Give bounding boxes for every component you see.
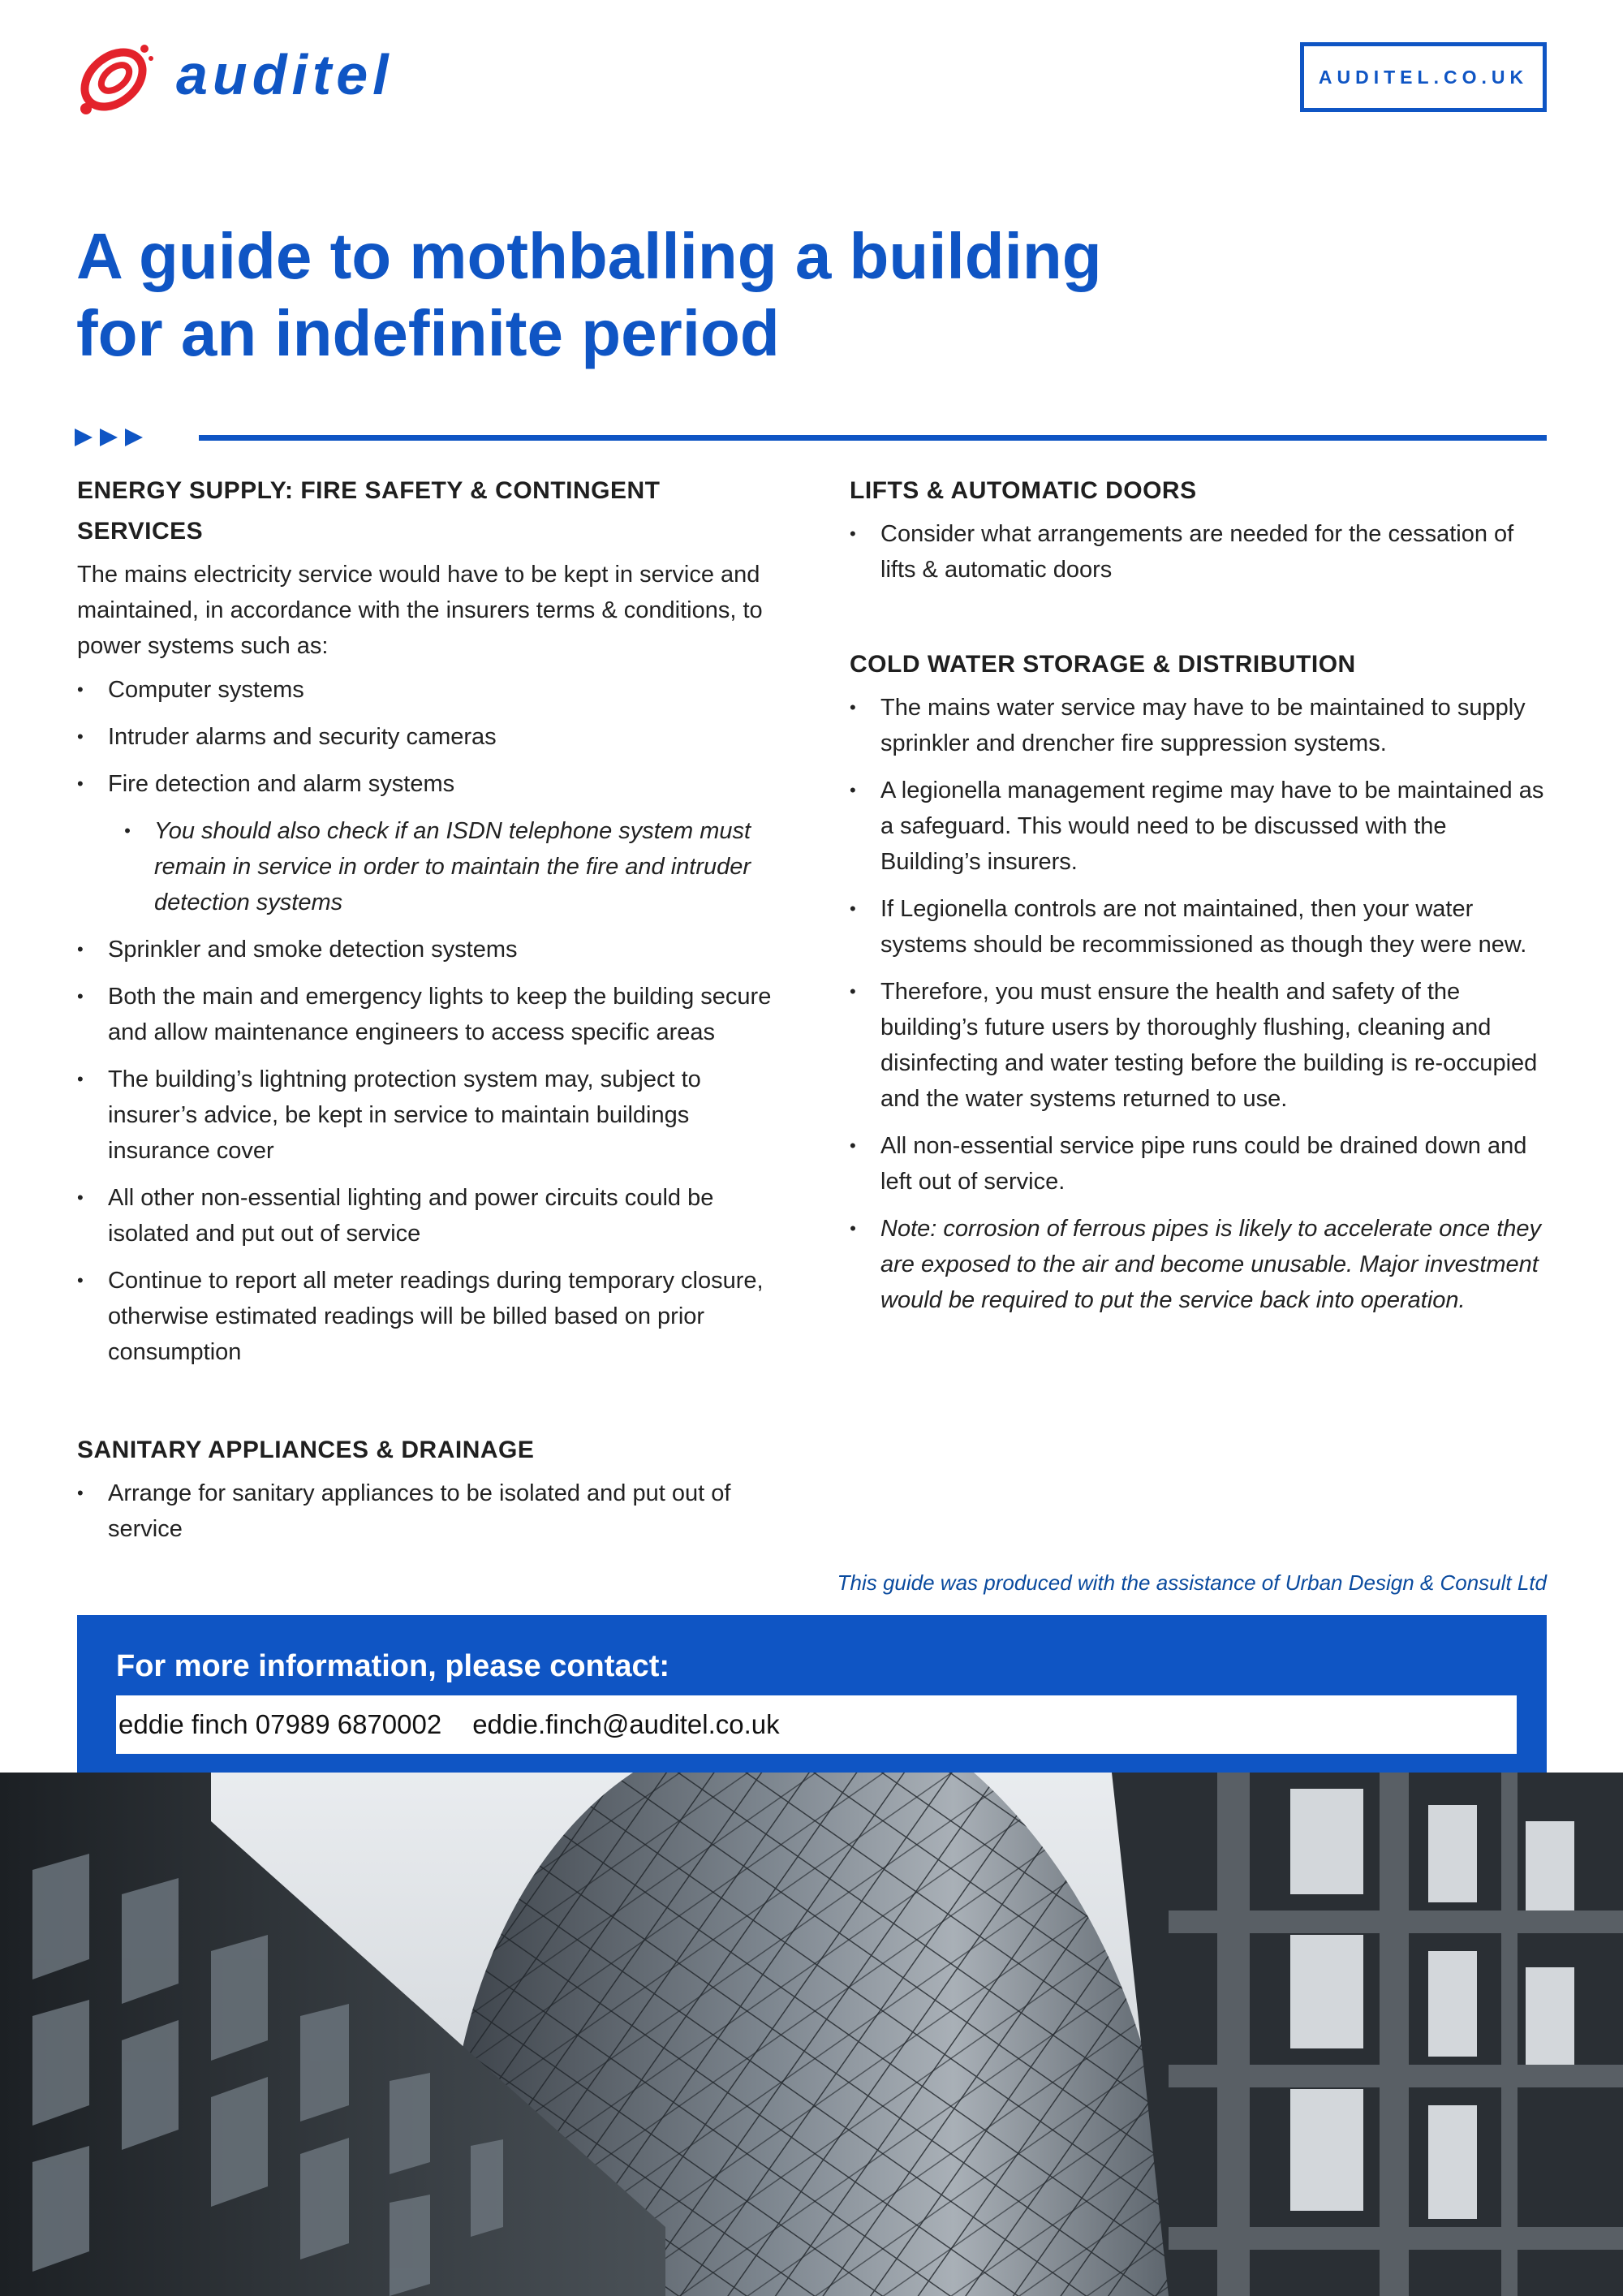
- list-item: • Arrange for sanitary appliances to be isolated and put out of service: [77, 1475, 775, 1547]
- sanitary-list: [77, 1475, 775, 1547]
- page-title: [76, 218, 1212, 372]
- list-item: • Continue to report all meter readings during temporary closure, otherwise estimated readings will be billed based on prior consumption: [77, 1263, 775, 1370]
- website-link[interactable]: AUDITEL.CO.UK: [1300, 42, 1547, 112]
- auditel-swirl-logo-icon: [75, 39, 156, 117]
- city-buildings-image: [0, 1773, 1623, 2296]
- buildings-photo: [0, 1773, 1623, 2296]
- water-section: [850, 644, 1548, 1318]
- list-item: • Intruder alarms and security cameras: [77, 719, 775, 755]
- list-item: • All other non-essential lighting and power circuits could be isolated and put out of service: [77, 1180, 775, 1251]
- triple-arrow-icon: [75, 427, 144, 448]
- lifts-section: [850, 471, 1548, 588]
- list-item: • All non-essential service pipe runs could be drained down and left out of service.: [850, 1128, 1548, 1200]
- title-line-1: A guide to mothballing a building: [76, 220, 1102, 292]
- contact-field[interactable]: [116, 1695, 1517, 1754]
- credit-line: This guide was produced with the assistance of Urban Design & Consult Ltd: [837, 1570, 1547, 1595]
- section-heading-lifts: LIFTS & AUTOMATIC DOORS: [850, 477, 1197, 504]
- list-item: • Fire detection and alarm systems: [77, 766, 775, 802]
- list-item: • If Legionella controls are not maintained, then your water systems should be recommissioned as though they were new.: [850, 891, 1548, 963]
- energy-list: [77, 672, 775, 1370]
- section-heading-sanitary: SANITARY APPLIANCES & DRAINAGE: [77, 1437, 535, 1463]
- contact-title: For more information, please contact:: [116, 1649, 669, 1683]
- lifts-list: [850, 516, 1548, 588]
- divider-rule: [199, 435, 1547, 441]
- list-item: • Therefore, you must ensure the health and safety of the building’s future users by thoroughly flushing, cleaning and disinfecting and water testing before the building is re-occupied and the water systems returned to use.: [850, 974, 1548, 1117]
- list-item: • Both the main and emergency lights to keep the building secure and allow maintenance engineers to access specific areas: [77, 979, 775, 1050]
- auditel-logo[interactable]: [75, 39, 399, 117]
- list-item: • Sprinkler and smoke detection systems: [77, 932, 775, 967]
- logo-wordmark: auditel: [176, 43, 394, 106]
- list-item: • Computer systems: [77, 672, 775, 708]
- list-item: • The mains water service may have to be maintained to supply sprinkler and drencher fire suppression systems.: [850, 690, 1548, 761]
- list-item: • The building’s lightning protection system may, subject to insurer’s advice, be kept in service to maintain buildings insurance cover: [77, 1062, 775, 1169]
- section-heading-water: COLD WATER STORAGE & DISTRIBUTION: [850, 651, 1356, 678]
- contact-email[interactable]: eddie.finch@auditel.co.uk: [472, 1709, 780, 1739]
- contact-panel: [77, 1615, 1547, 1773]
- section-heading-energy: ENERGY SUPPLY: FIRE SAFETY & CONTINGENT SERVICES: [77, 477, 661, 545]
- note-list-item: • Note: corrosion of ferrous pipes is likely to accelerate once they are exposed to the air and become unusable. Major investment would be required to put the service back into operation.: [850, 1211, 1548, 1318]
- list-item: • Consider what arrangements are needed for the cessation of lifts & automatic doors: [850, 516, 1548, 588]
- sanitary-section: [77, 1430, 775, 1547]
- energy-section: [77, 471, 775, 1370]
- contact-name-phone[interactable]: eddie finch 07989 6870002: [118, 1709, 442, 1739]
- water-list: [850, 690, 1548, 1318]
- title-line-2: for an indefinite period: [76, 297, 780, 369]
- energy-intro: The mains electricity service would have to be kept in service and maintained, in accordance with the insurers terms & conditions, to power systems such as:: [77, 562, 763, 659]
- left-column: [77, 471, 775, 1558]
- list-item: • A legionella management regime may have to be maintained as a safeguard. This would need to be discussed with the Building’s insurers.: [850, 773, 1548, 880]
- right-column: [850, 471, 1548, 1329]
- sub-list-item: • You should also check if an ISDN telephone system must remain in service in order to maintain the fire and intruder detection systems: [77, 813, 775, 920]
